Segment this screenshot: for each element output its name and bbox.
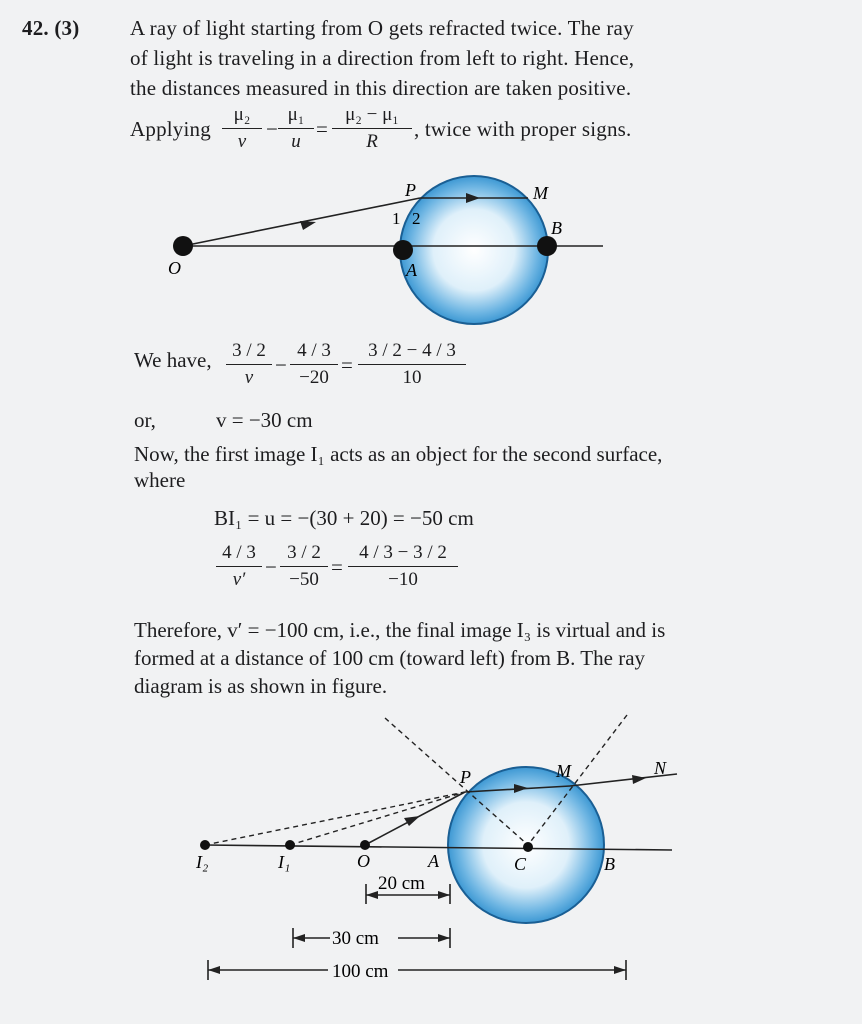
problem-line-3: the distances measured in this direction are taken positive. [130,76,632,100]
point-I2 [200,840,210,850]
dim-100-label: 100 cm [332,961,389,982]
ray-arrow-3 [404,816,420,826]
label-M: M [533,183,548,203]
label-I1: I₁ [278,852,291,872]
label-B: B [551,218,562,238]
or-label: or, [134,408,156,432]
label-O: O [168,258,181,278]
label-angle-1: 1 [392,209,401,228]
eq2-equals: = [331,555,343,579]
v-result: v = −30 cm [216,408,313,432]
label-N: N [654,758,667,778]
formula-equals: = [316,117,329,141]
answer-choice: (3) [54,16,80,40]
point-O-2 [360,840,370,850]
eq1-minus: − [275,353,287,377]
point-C [523,842,533,852]
point-I1 [285,840,295,850]
formula-term-2: μ₁ u [278,104,314,153]
eq2-term-2: 3 / 2 −50 [280,542,328,591]
problem-line-2: of light is traveling in a direction from left to right. Hence, [130,46,635,70]
formula-minus: − [266,117,279,141]
label-angle-2: 2 [412,209,421,228]
bi1-equation: BI₁ = u = −(30 + 20) = −50 cm [214,506,474,530]
label-I2: I₂ [196,852,209,872]
label-C: C [514,854,527,874]
therefore-line-3: diagram is as shown in figure. [134,674,388,698]
applying-suffix: , twice with proper signs. [414,117,632,141]
eq2-minus: − [265,555,277,579]
eq1-term-2: 4 / 3 −20 [290,340,338,389]
label-A-2: A [428,851,439,871]
therefore-line-2: formed at a distance of 100 cm (toward left) from B. The ray [134,646,646,670]
label-O-2: O [357,851,370,871]
eq1-term-1: 3 / 2 v [226,340,272,389]
eq2-term-3: 4 / 3 − 3 / 2 −10 [348,542,458,591]
problem-number: 42. [22,16,49,40]
now-line-1: Now, the first image I₁ acts as an object for the second surface, [134,442,663,466]
dim-20-label: 20 cm [378,873,425,894]
now-line-2: where [134,468,186,492]
therefore-line-1: Therefore, v′ = −100 cm, i.e., the final image I₃ is virtual and is [134,618,666,642]
eq1-equals: = [341,353,353,377]
label-P-2: P [460,767,471,787]
formula-term-1: μ₂ v [222,104,262,153]
applying-prefix: Applying [130,117,211,141]
formula-term-3: μ₂ − μ₁ R [332,104,412,153]
label-A: A [406,260,417,280]
label-P: P [405,180,416,200]
ray-arrow-5 [632,775,646,784]
virtual-ray-I1 [290,792,465,845]
eq2-term-1: 4 / 3 v′ [216,542,262,591]
label-B-2: B [604,854,615,874]
dim-30-label: 30 cm [332,928,379,949]
label-M-2: M [556,761,571,781]
we-have-label: We have, [134,348,212,372]
problem-line-1: A ray of light starting from O gets refracted twice. The ray [130,16,634,40]
eq1-term-3: 3 / 2 − 4 / 3 10 [358,340,466,389]
virtual-ray-I2 [205,792,465,845]
